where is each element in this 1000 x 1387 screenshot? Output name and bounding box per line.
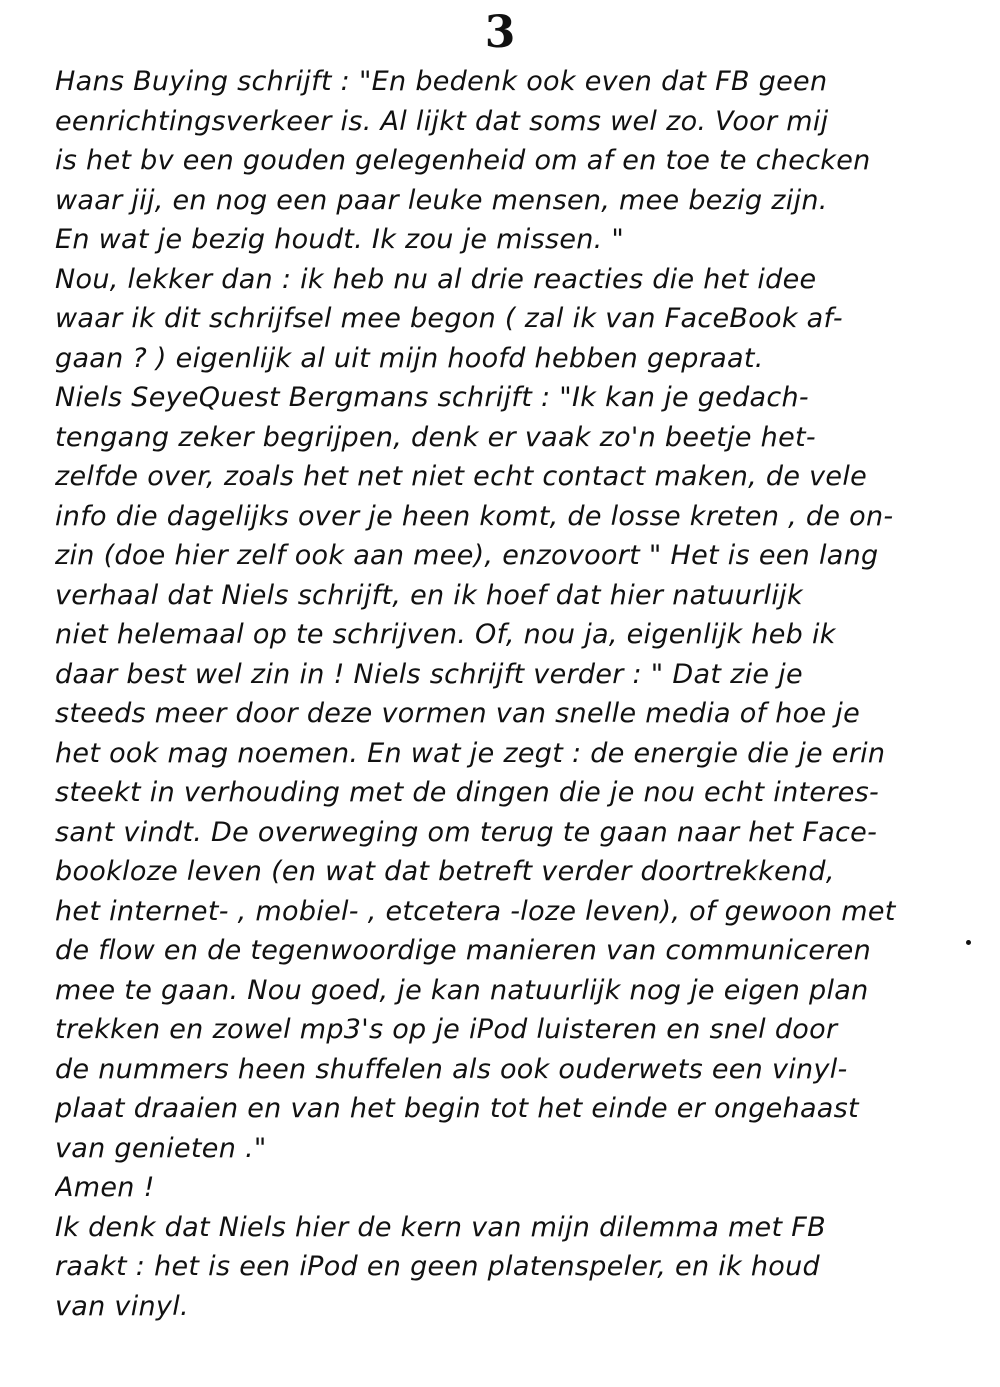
text-line: verhaal dat Niels schrijft, en ik hoef dat hier natuurlijk <box>55 579 803 611</box>
text-line: steekt in verhouding met de dingen die je nou echt interes- <box>55 777 880 808</box>
text-line: zelfde over, zoals het net niet echt contact maken, de vele <box>55 461 868 492</box>
text-line: van genieten ." <box>55 1132 267 1164</box>
text-line: En wat je bezig houdt. Ik zou je missen. " <box>55 224 625 255</box>
text-line: is het bv een gouden gelegenheid om af en toe te checken <box>55 145 871 176</box>
text-line: het internet- , mobiel- , etcetera -loze leven), of gewoon met <box>55 895 896 927</box>
text-line: Ik denk dat Niels hier de kern van mijn dilemma met FB <box>55 1211 826 1243</box>
text-line: zin (doe hier zelf ook aan mee), enzovoort " Het is een lang <box>55 540 879 571</box>
text-line: tengang zeker begrijpen, denk er vaak zo'n beetje het- <box>55 421 816 453</box>
ink-dot <box>966 940 971 945</box>
text-line: niet helemaal op te schrijven. Of, nou ja, eigenlijk heb ik <box>55 619 836 650</box>
handwritten-text-block <box>55 62 965 1326</box>
text-line: het ook mag noemen. En wat je zegt : de energie die je erin <box>55 737 886 769</box>
text-line: raakt : het is een iPod en geen platenspeler, en ik houd <box>55 1251 820 1282</box>
text-line: de nummers heen shuffelen als ook ouderwets een vinyl- <box>55 1053 848 1085</box>
page-number: 3 <box>484 7 516 58</box>
text-line: Niels SeyeQuest Bergmans schrijft : "Ik kan je gedach- <box>55 382 809 413</box>
text-line: gaan ? ) eigenlijk al uit mijn hoofd hebben gepraat. <box>55 342 764 374</box>
text-line: Hans Buying schrijft : "En bedenk ook even dat FB geen <box>55 66 828 97</box>
text-line: plaat draaien en van het begin tot het einde er ongehaast <box>55 1093 859 1124</box>
text-line: info die dagelijks over je heen komt, de losse kreten , de on- <box>55 500 894 532</box>
text-line: Nou, lekker dan : ik heb nu al drie reacties die het idee <box>55 263 817 295</box>
text-line: bookloze leven (en wat dat betreft verder doortrekkend, <box>55 856 835 887</box>
text-line: daar best wel zin in ! Niels schrijft verder : " Dat zie je <box>55 658 803 690</box>
text-line: Amen ! <box>55 1172 155 1203</box>
text-line: waar jij, en nog een paar leuke mensen, mee bezig zijn. <box>55 184 828 216</box>
text-line: sant vindt. De overweging om terug te gaan naar het Face- <box>55 816 878 848</box>
text-line: waar ik dit schrijfsel mee begon ( zal ik van FaceBook af- <box>55 303 843 334</box>
text-line: de flow en de tegenwoordige manieren van communiceren <box>55 935 871 966</box>
text-line: eenrichtingsverkeer is. Al lijkt dat soms wel zo. Voor mij <box>55 105 829 137</box>
text-line: steeds meer door deze vormen van snelle media of hoe je <box>55 698 860 729</box>
text-line: trekken en zowel mp3's op je iPod luisteren en snel door <box>55 1014 838 1045</box>
text-line: van vinyl. <box>55 1290 189 1322</box>
text-line: mee te gaan. Nou goed, je kan natuurlijk nog je eigen plan <box>55 974 869 1006</box>
